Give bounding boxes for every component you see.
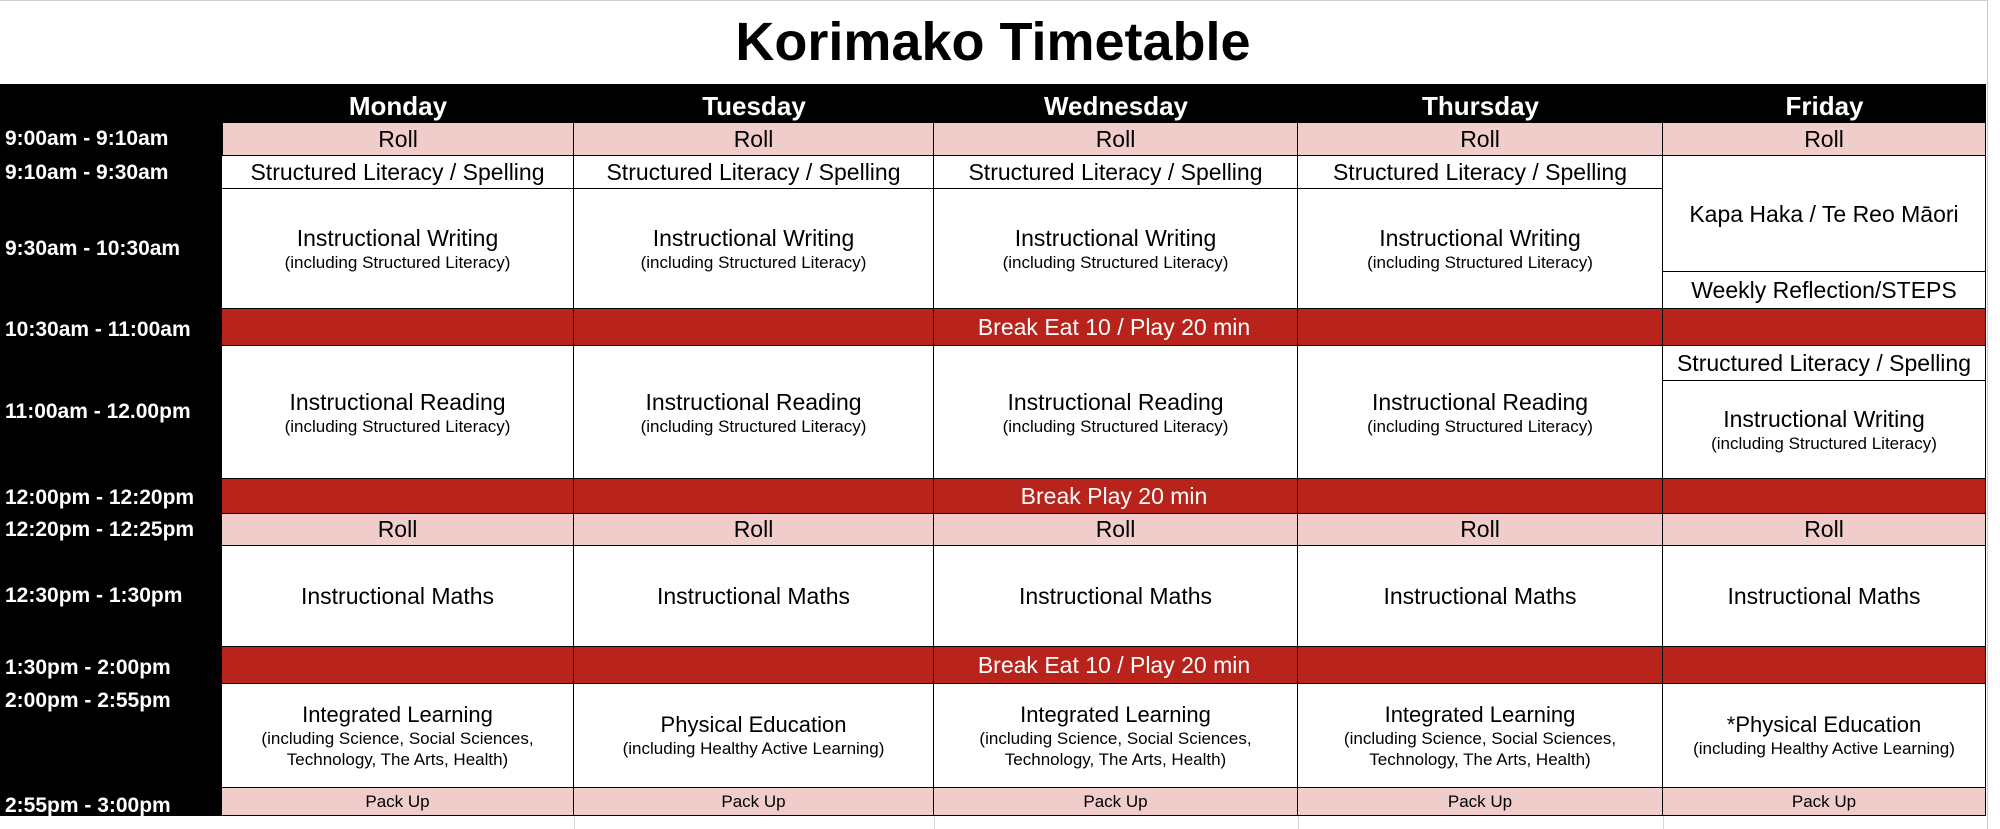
gridline (574, 816, 575, 829)
cell-instructional-reading (574, 346, 934, 479)
sheet-gridlines (222, 816, 1986, 829)
time-label: 12:00pm - 12:20pm (5, 486, 195, 509)
cell-subtitle: (including Healthy Active Learning) (622, 739, 885, 758)
cell-subtitle: (including Structured Literacy) (640, 416, 867, 436)
break-cell (222, 479, 574, 514)
cell-structured-literacy: Structured Literacy / Spelling (934, 156, 1298, 189)
cell-subject: *Physical Education (1726, 712, 1922, 737)
time-label: 9:30am - 10:30am (5, 237, 181, 260)
day-header-monday: Monday (348, 91, 448, 121)
cell-roll: Roll (1663, 514, 1986, 546)
cell-instructional-writing (934, 189, 1298, 309)
cell-roll: Roll (574, 514, 934, 546)
cell-subject: Integrated Learning (302, 701, 493, 727)
break-cell (574, 309, 934, 346)
cell-instructional-writing (574, 189, 934, 309)
break-cell (222, 309, 574, 346)
cell-subject: Instructional Reading (645, 388, 862, 415)
cell-pack-up: Pack Up (222, 788, 574, 816)
break-cell (1663, 479, 1986, 514)
time-label: 2:55pm - 3:00pm (5, 794, 171, 817)
day-header-friday: Friday (1785, 91, 1864, 121)
cell-structured-literacy: Structured Literacy / Spelling (1663, 346, 1986, 381)
time-label: 12:30pm - 1:30pm (5, 584, 183, 607)
cell-instructional-writing (1663, 381, 1986, 479)
cell-subject: Integrated Learning (1384, 701, 1576, 727)
break-cell (1663, 309, 1986, 346)
cell-roll: Roll (222, 514, 574, 546)
break-cell (1298, 647, 1663, 684)
time-label: 11:00am - 12.00pm (5, 400, 191, 423)
break-cell (1298, 309, 1663, 346)
day-header-tuesday: Tuesday (702, 91, 806, 121)
time-label: 9:10am - 9:30am (5, 161, 169, 184)
page-title: Korimako Timetable (735, 12, 1251, 72)
break-cell (1298, 479, 1663, 514)
cell-subtitle: (including Structured Literacy) (1002, 416, 1229, 436)
break-label-lunch: Break Play 20 min (1020, 483, 1208, 509)
cell-roll: Roll (574, 123, 934, 156)
cell-subject: Instructional Reading (1007, 388, 1224, 415)
cell-roll: Roll (934, 123, 1298, 156)
cell-structured-literacy: Structured Literacy / Spelling (1298, 156, 1663, 189)
cell-subject: Instructional Writing (1379, 225, 1581, 251)
cell-instructional-reading (934, 346, 1298, 479)
cell-subject: Integrated Learning (1020, 701, 1211, 727)
cell-subtitle: (including Structured Literacy) (284, 416, 511, 436)
cell-roll: Roll (1298, 514, 1663, 546)
cell-subtitle: (including Science, Social Sciences, Technology, The Arts, Health) (261, 728, 534, 769)
cell-subject: Instructional Writing (296, 225, 499, 251)
break-label-morning: Break Eat 10 / Play 20 min (977, 314, 1251, 340)
cell-instructional-maths: Instructional Maths (574, 546, 934, 647)
cell-roll: Roll (934, 514, 1298, 546)
cell-subject: Instructional Writing (1723, 406, 1925, 432)
break-cell (1663, 647, 1986, 684)
cell-subject: Instructional Writing (1014, 225, 1217, 251)
cell-instructional-reading (1298, 346, 1663, 479)
cell-pack-up: Pack Up (574, 788, 934, 816)
cell-instructional-maths: Instructional Maths (934, 546, 1298, 647)
cell-integrated-learning (222, 684, 574, 788)
cell-subject: Instructional Reading (289, 388, 506, 415)
cell-instructional-maths: Instructional Maths (1663, 546, 1986, 647)
cell-subtitle: (including Structured Literacy) (1367, 416, 1593, 436)
gridline (934, 816, 935, 829)
cell-pack-up: Pack Up (1298, 788, 1663, 816)
cell-kapa-haka: Kapa Haka / Te Reo Māori (1663, 156, 1986, 272)
cell-subject: Physical Education (660, 712, 847, 737)
time-label: 10:30am - 11:00am (5, 318, 191, 341)
break-label-afternoon: Break Eat 10 / Play 20 min (977, 652, 1251, 678)
cell-subtitle: (including Structured Literacy) (1711, 434, 1937, 453)
cell-subtitle: (including Science, Social Sciences, Technology, The Arts, Health) (1343, 728, 1617, 769)
sheet-right-border (1987, 0, 1988, 829)
gridline (1298, 816, 1299, 829)
cell-instructional-reading (222, 346, 574, 479)
cell-subtitle: (including Structured Literacy) (1367, 253, 1593, 272)
cell-subtitle: (including Structured Literacy) (640, 253, 867, 272)
cell-weekly-reflection: Weekly Reflection/STEPS (1663, 272, 1986, 309)
cell-structured-literacy: Structured Literacy / Spelling (574, 156, 934, 189)
time-label: 2:00pm - 2:55pm (5, 689, 171, 712)
cell-subtitle: (including Structured Literacy) (1002, 253, 1229, 272)
break-cell (222, 647, 574, 684)
cell-roll: Roll (1663, 123, 1986, 156)
cell-subject: Instructional Writing (652, 225, 855, 251)
cell-instructional-writing (1298, 189, 1663, 309)
day-header-thursday: Thursday (1421, 91, 1540, 121)
cell-pack-up: Pack Up (1663, 788, 1986, 816)
cell-instructional-writing (222, 189, 574, 309)
cell-physical-education (1663, 684, 1986, 788)
cell-roll: Roll (1298, 123, 1663, 156)
gridline (1663, 816, 1664, 829)
time-label: 9:00am - 9:10am (5, 127, 169, 150)
cell-subtitle: (including Science, Social Sciences, Technology, The Arts, Health) (979, 728, 1252, 769)
cell-subject: Instructional Reading (1371, 388, 1589, 415)
cell-pack-up: Pack Up (934, 788, 1298, 816)
cell-integrated-learning (934, 684, 1298, 788)
day-header-wednesday: Wednesday (1043, 91, 1188, 121)
cell-structured-literacy: Structured Literacy / Spelling (222, 156, 574, 189)
cell-physical-education (574, 684, 934, 788)
break-cell (574, 647, 934, 684)
cell-instructional-maths: Instructional Maths (222, 546, 574, 647)
cell-instructional-maths: Instructional Maths (1298, 546, 1663, 647)
time-label: 12:20pm - 12:25pm (5, 518, 195, 541)
cell-roll: Roll (222, 123, 574, 156)
time-label: 1:30pm - 2:00pm (5, 656, 171, 679)
cell-subtitle: (including Healthy Active Learning) (1693, 739, 1955, 758)
cell-subtitle: (including Structured Literacy) (284, 253, 511, 272)
cell-integrated-learning (1298, 684, 1663, 788)
break-cell (574, 479, 934, 514)
